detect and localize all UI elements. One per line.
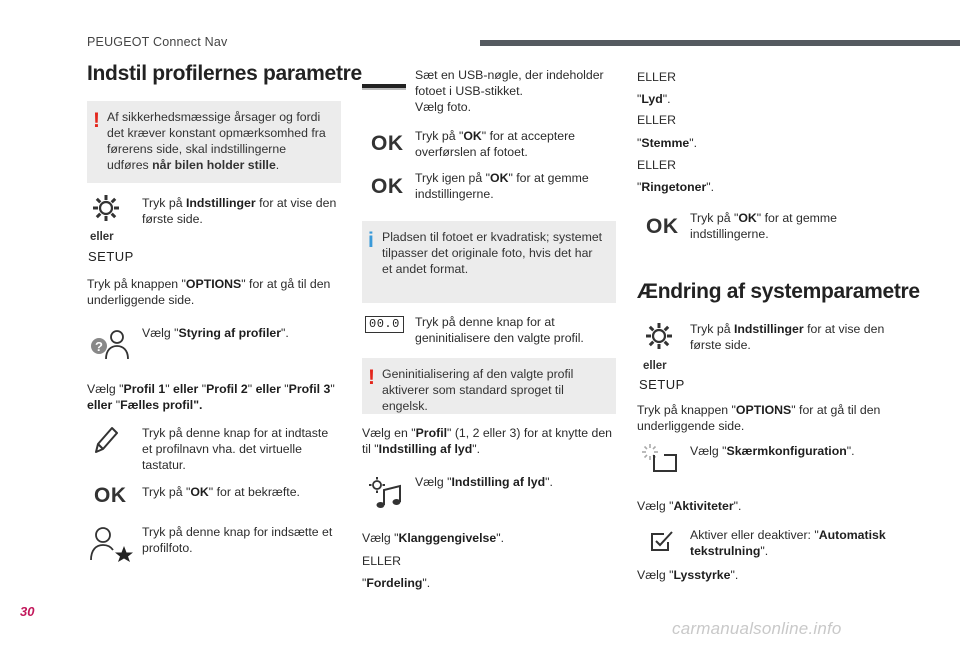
step-settings-text: Tryk på Indstillinger for at vise den første side.: [690, 322, 885, 352]
header-bar: [480, 40, 960, 46]
screen-config-icon: [642, 444, 678, 474]
settings-gear-icon: [645, 322, 673, 350]
info-note-text: Pladsen til fotoet er kvadratisk; systemet tilpasser det originale foto, hvis det har et andet format.: [382, 230, 603, 276]
step-pencil-text: Tryk på denne knap for at indtaste et profilnavn vha. det virtuelle tastatur.: [142, 426, 329, 472]
para-options: Tryk på knappen "OPTIONS" for at gå til den underliggende side.: [637, 403, 881, 433]
or-text: ELLER: [637, 158, 676, 172]
step-photo-text: Tryk på denne knap for indsætte et profilfoto.: [142, 525, 333, 555]
para-klang: Vælg "Klanggengivelse".: [362, 531, 505, 545]
step-ok-save-text: Tryk på "OK" for at gemme indstillingerne.: [690, 211, 838, 241]
step-reset-text: Tryk på denne knap for at geninitialisere den valgte profil.: [415, 315, 584, 345]
ok-button-icon: OK: [371, 175, 404, 198]
warning-mark-icon: !: [93, 109, 100, 132]
step-sound-text: Vælg "Indstilling af lyd".: [415, 475, 553, 489]
reset-counter-icon: 00.0: [365, 316, 404, 333]
profile-photo-star-icon: [90, 526, 134, 562]
or-text: ELLER: [637, 113, 676, 127]
pencil-icon: [92, 425, 118, 455]
setup-label: SETUP: [639, 377, 685, 392]
heading-system-settings: Ændring af systemparametre: [637, 280, 920, 303]
warning-reset-text: Geninitialisering af den valgte profil aktiverer som standard sproget til engelsk.: [382, 367, 574, 413]
para-activities: Vælg "Aktiviteter".: [637, 499, 742, 513]
para-options: Tryk på knappen "OPTIONS" for at gå til den underliggende side.: [87, 277, 331, 307]
step-ok-accept-text: Tryk på "OK" for at acceptere overførslen af fotoet.: [415, 129, 576, 159]
step-usb-text: Sæt en USB-nøgle, der indeholder fotoet i USB-stikket. Vælg foto.: [415, 68, 604, 114]
warning-text: Af sikkerhedsmæssige årsager og fordi det kræver konstant opmærksomhed fra førerens side, skal indstillingerne udføres når bilen holder stille.: [107, 110, 326, 172]
header-title: PEUGEOT Connect Nav: [87, 35, 228, 49]
para-profile-link: Vælg en "Profil" (1, 2 eller 3) for at knytte den til "Indstilling af lyd".: [362, 426, 613, 456]
or-text: ELLER: [637, 70, 676, 84]
warning-mark-icon: !: [368, 366, 375, 389]
checkbox-toggle-icon: [650, 530, 674, 552]
step-ok-text: Tryk på "OK" for at bekræfte.: [142, 485, 300, 499]
settings-gear-icon: [92, 194, 120, 222]
or-text: ELLER: [362, 554, 401, 568]
option-stemme: "Stemme".: [637, 136, 698, 150]
step-autoscroll-text: Aktiver eller deaktiver: "Automatisk tekstrulning".: [690, 528, 886, 558]
step-settings-text: Tryk på Indstillinger for at vise den første side.: [142, 196, 337, 226]
setup-label: SETUP: [88, 249, 134, 264]
para-brightness: Vælg "Lysstyrke".: [637, 568, 739, 582]
heading-profile-settings: Indstil profilernes parametre: [87, 62, 362, 85]
or-label: eller: [90, 231, 114, 243]
warning-note: [362, 358, 616, 414]
para-fordeling: "Fordeling".: [362, 576, 431, 590]
para-select-profile: Vælg "Profil 1" eller "Profil 2" eller "Profil 3" eller "Fælles profil".: [87, 382, 335, 412]
ok-button-icon: OK: [94, 484, 127, 507]
option-ringetoner: "Ringetoner".: [637, 180, 715, 194]
page-number: 30: [20, 604, 35, 619]
option-lyd: "Lyd".: [637, 92, 671, 106]
profiles-question-icon: [90, 328, 130, 360]
info-note: [362, 221, 616, 303]
ok-button-icon: OK: [371, 132, 404, 155]
info-mark-icon: i: [368, 229, 374, 252]
ok-button-icon: OK: [646, 215, 679, 238]
step-profiles-text: Vælg "Styring af profiler".: [142, 326, 289, 340]
svg-text:?: ?: [95, 339, 103, 354]
or-label: eller: [643, 360, 667, 372]
step-screen-text: Vælg "Skærmkonfiguration".: [690, 444, 855, 458]
step-ok-save-text: Tryk igen på "OK" for at gemme indstillingerne.: [415, 171, 589, 201]
usb-slot-icon: [362, 84, 406, 94]
watermark: carmanualsonline.info: [672, 619, 842, 638]
warning-note: [87, 101, 341, 183]
sound-settings-icon: [368, 476, 404, 510]
